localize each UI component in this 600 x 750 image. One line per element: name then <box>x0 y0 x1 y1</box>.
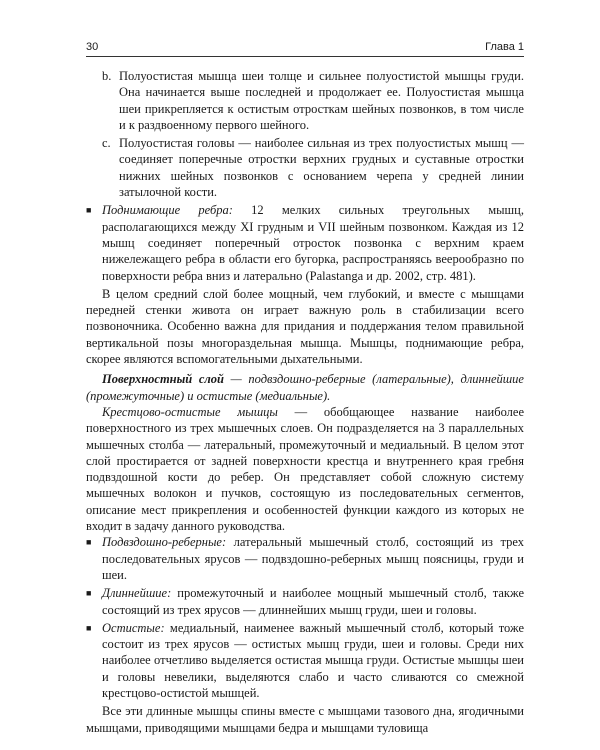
bullet-text: 12 мелких сильных треугольных мышц, располагающихся между XI грудным и VII шейным позвонком. Каждая из 12 мышц соединяет поперечный отросток позвонка с верхним краем нижележащего ребра в области его бугорка, распространяясь веерообразно по поверхности ребра вниз и латерально (Palastanga и др. 2002, стр. 481). <box>102 203 524 283</box>
bullet-text: латеральный мышечный столб, состоящий из трех последовательных ярусов — подвздошно-реберных мышц поясницы, груди и шеи. <box>102 535 524 582</box>
bullet-square-icon: ■ <box>86 205 92 216</box>
bullet-text: промежуточный и наиболее мощный мышечный столб, также состоящий из трех ярусов — длиннейших мышц груди, шеи и головы. <box>102 586 524 617</box>
running-header <box>86 40 524 57</box>
list-item <box>102 68 524 133</box>
chapter-title: Глава 1 <box>485 41 524 53</box>
bullet-text: медиальный, наименее важный мышечный столб, который тоже состоит из трех ярусов — остистых мышц груди, шеи и головы. Среди них наиболее отчетливо выделяется остистая мышца груди. Остистые мышцы шеи и головы невелики, выделяются слабо и часто сливаются со смежной крестцово-остистой мышцей. <box>102 620 524 700</box>
list-item <box>102 135 524 200</box>
bullet-term: Поднимающие ребра: <box>102 203 233 218</box>
list-letter: b. <box>102 69 112 83</box>
list-item-text: Полуостистая мышца шеи толще и сильнее полуостистой мышцы груди. Она начинается выше последней и продолжает ее. Полуостистая мышца шеи прикрепляется к остистым отросткам шейных позвонков, в том числе и к раздвоенному первого шейного. <box>119 69 524 132</box>
bullet-item <box>86 202 524 283</box>
section-heading-bold: Поверхностный слой <box>102 372 225 387</box>
page-number: 30 <box>86 41 99 53</box>
page-body <box>86 68 524 736</box>
bullet-term: Подвздошно-реберные: <box>102 535 227 550</box>
paragraph-term: Крестцово-остистые мышцы <box>102 404 278 419</box>
bullet-item <box>86 620 524 701</box>
bullet-square-icon: ■ <box>86 588 92 599</box>
bullet-square-icon: ■ <box>86 537 92 548</box>
paragraph: В целом средний слой более мощный, чем глубокий, и вместе с мышцами передней стенки живота он играет важную роль в стабилизации всего позвоночника. Особенно важна для придания и поддержания телом правильной вертикальной позы многораздельная мышца. Мышцы, поднимающие ребра, скорее являются вспомогательными дыхательными. <box>86 286 524 367</box>
bullet-item <box>86 534 524 583</box>
bullet-term: Длиннейшие: <box>102 586 172 601</box>
paragraph <box>86 404 524 534</box>
bullet-item <box>86 585 524 618</box>
section-heading-rest: — подвздошно-реберные (латеральные), длиннейшие (промежуточные) и остистые (медиальные). <box>86 372 524 403</box>
paragraph-text: — обобщающее название наиболее поверхностного из трех мышечных слоев. Он подразделяется на 3 параллельных мышечных столба — латеральный, промежуточный и медиальный. В целом этот слой простирается от задней поверхности крестца и внутреннего края гребня подвздошной кости до ребер. Он представляет собой сложную систему мышечных волокон и пучков, состоящую из последовательных сегментов, описание мест прикрепления и особенностей функции каждого из которых не входит в задачу данного руководства. <box>86 404 524 534</box>
bullet-square-icon: ■ <box>86 622 92 633</box>
list-item-text: Полуостистая головы — наиболее сильная из трех полуостистых мышц — соединяет поперечные отростки верхних грудных и суставные отростки нижних шейных позвонков с основанием черепа у средней линии затылочной кости. <box>119 136 524 200</box>
paragraph: Все эти длинные мышцы спины вместе с мышцами тазового дна, ягодичными мышцами, приводящими мышцами бедра и мышцами туловища <box>86 704 524 735</box>
bullet-term: Остистые: <box>102 620 165 635</box>
section-heading <box>86 371 524 404</box>
list-letter: c. <box>102 136 111 151</box>
